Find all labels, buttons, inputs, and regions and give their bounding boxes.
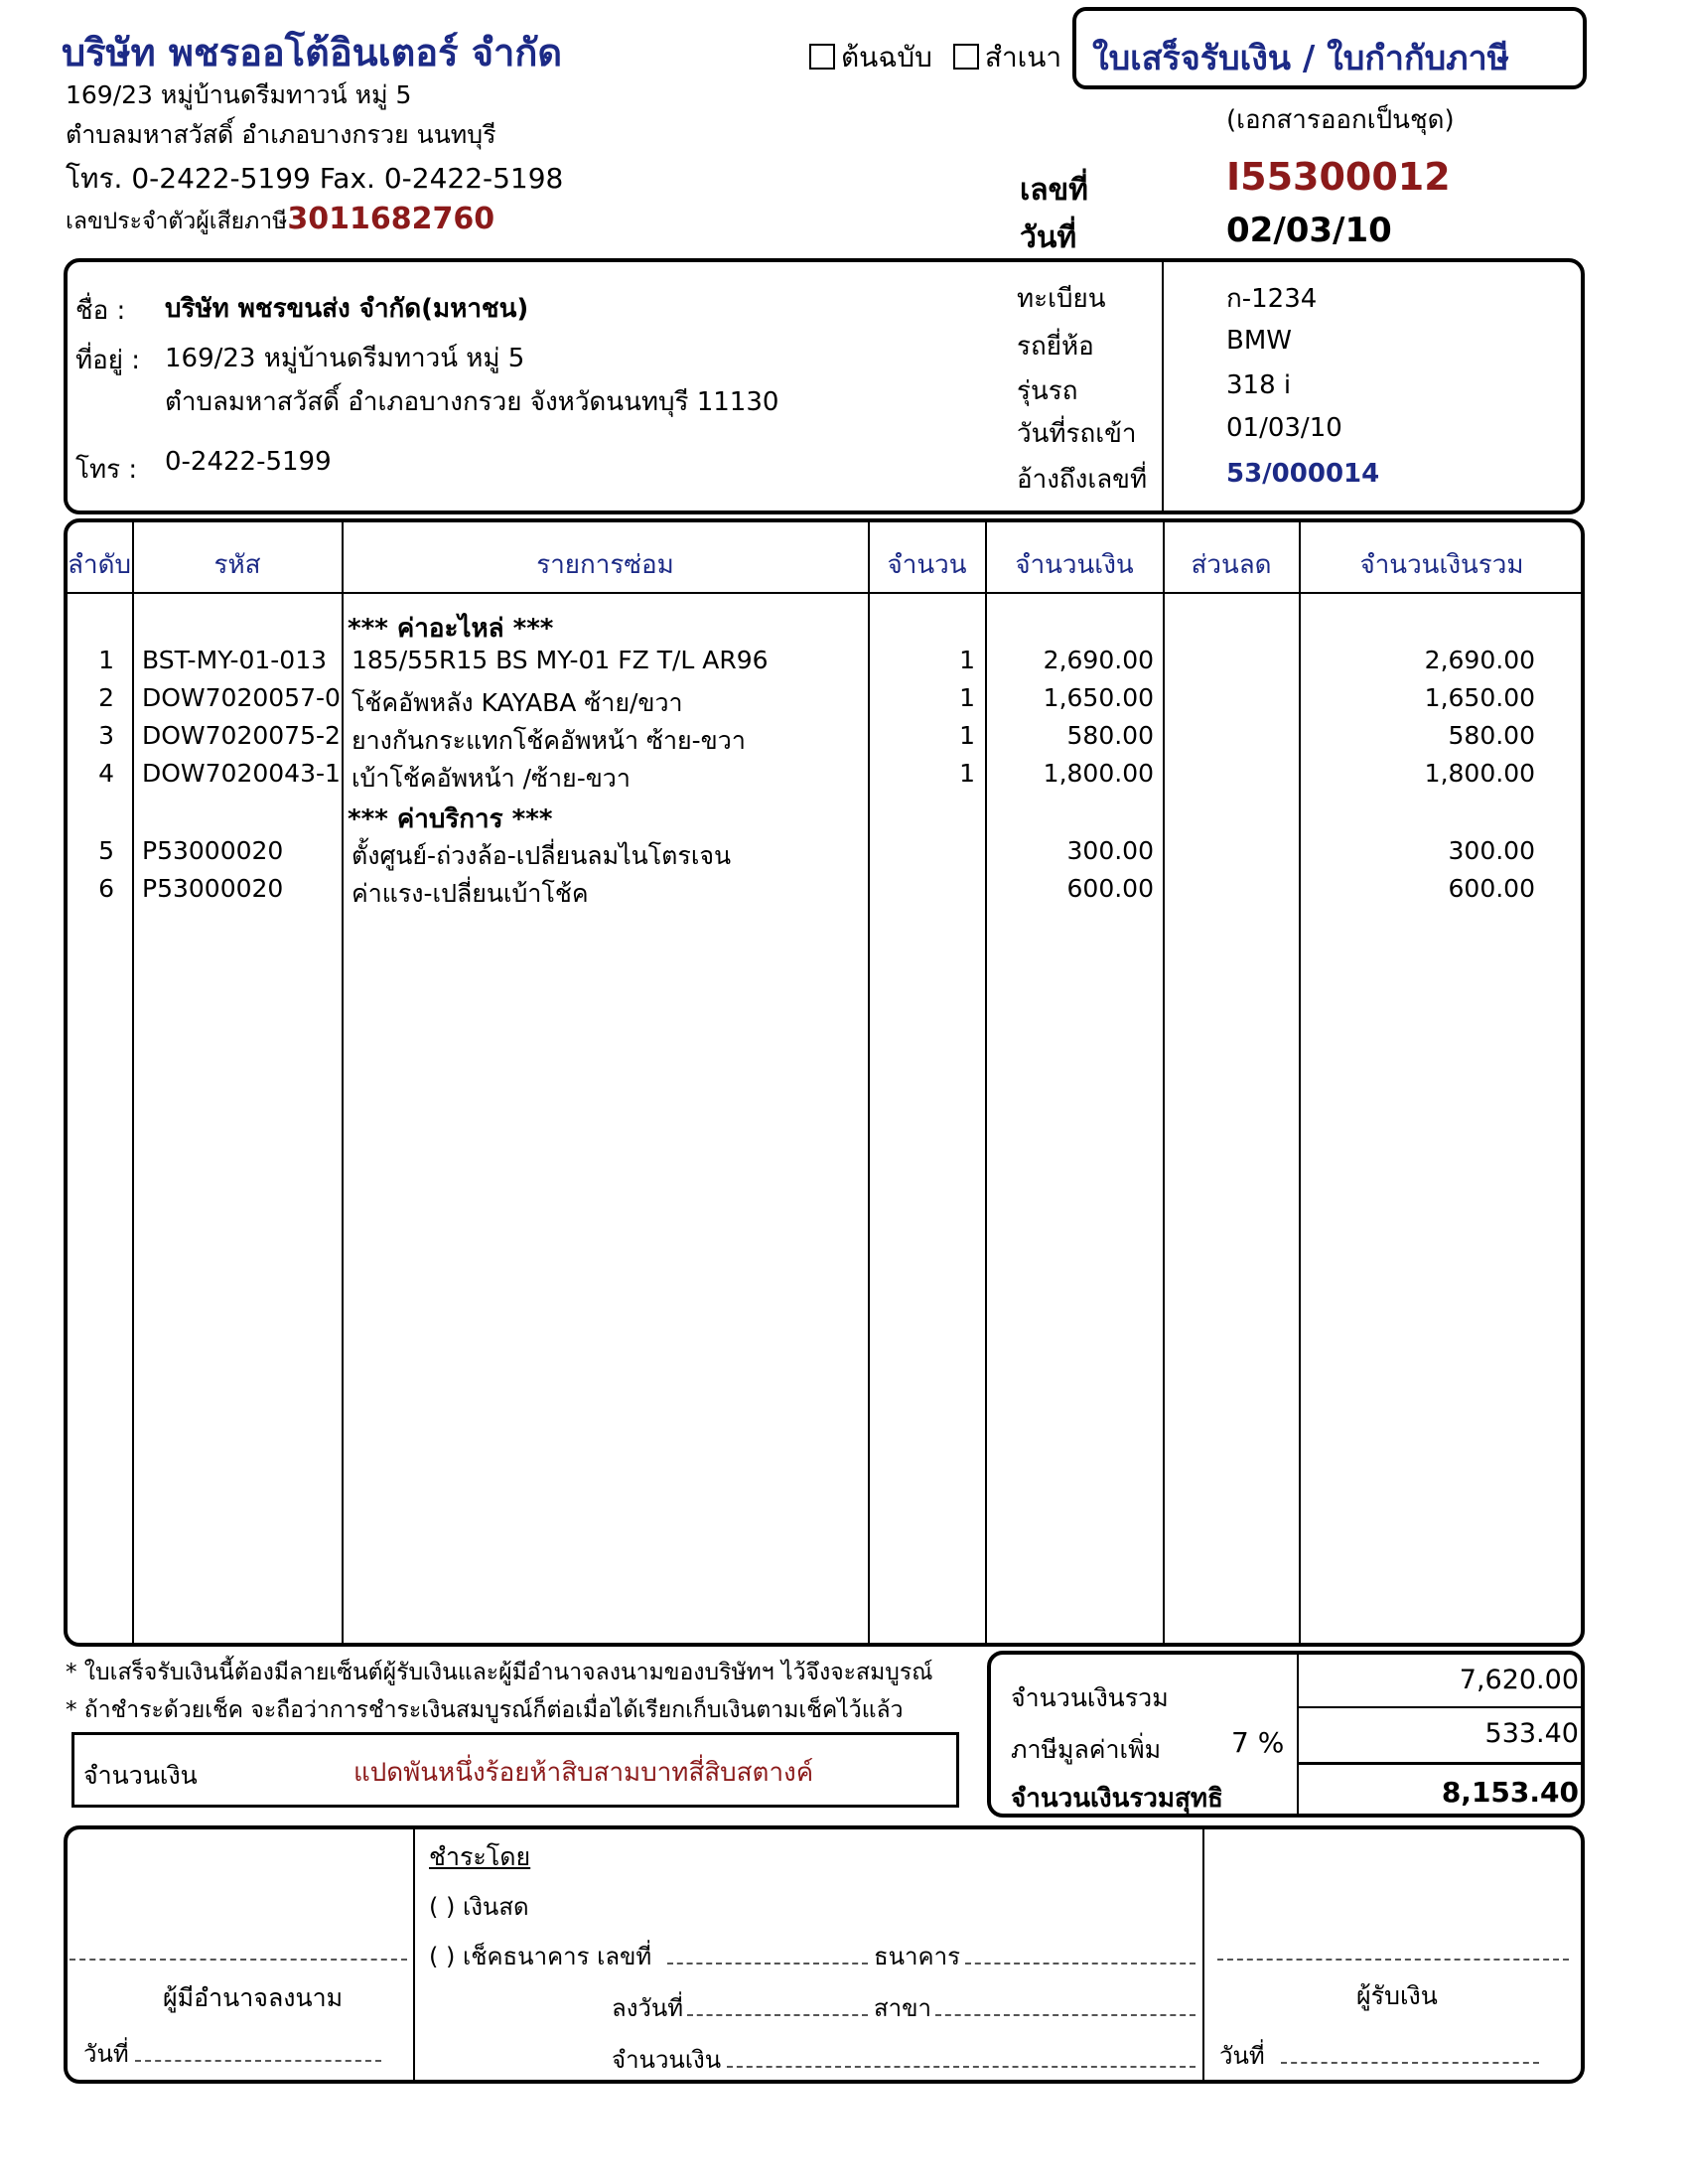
company-name: บริษัท พชรออโต้อินเตอร์ จำกัด xyxy=(62,31,563,74)
row-price: 300.00 xyxy=(1066,836,1154,865)
row-total: 600.00 xyxy=(1448,874,1535,903)
row-code: BST-MY-01-013 xyxy=(142,646,328,674)
row-price: 2,690.00 xyxy=(1043,646,1154,674)
row-qty: 1 xyxy=(959,646,975,674)
net-total-value: 8,153.40 xyxy=(1441,1776,1579,1809)
authorized-date-line xyxy=(135,2060,381,2062)
row-total: 2,690.00 xyxy=(1424,646,1535,674)
receiver-date-label: วันที่ xyxy=(1219,2042,1265,2070)
cheque-amount-line xyxy=(727,2066,1196,2068)
receiver-signature-line xyxy=(1217,1959,1569,1961)
amount-in-words: แปดพันหนึ่งร้อยห้าสิบสามบาทสี่สิบสตางค์ xyxy=(353,1758,814,1788)
bank-label: ธนาคาร xyxy=(874,1943,960,1970)
customer-phone-label: โทร : xyxy=(75,455,138,485)
header-price: จำนวนเงิน xyxy=(1015,550,1134,580)
cheque-date-label: ลงวันที่ xyxy=(612,1994,684,2022)
copy-type-options xyxy=(809,36,1061,79)
document-note: (เอกสารออกเป็นชุด) xyxy=(1226,105,1455,135)
payment-cash-option[interactable]: ( ) เงินสด xyxy=(429,1893,529,1921)
reference-value: 53/000014 xyxy=(1226,459,1380,489)
document-title-box xyxy=(1072,7,1587,89)
date-label: วันที่ xyxy=(1020,220,1077,255)
copy-label: สำเนา xyxy=(984,41,1062,73)
row-code: P53000020 xyxy=(142,836,284,865)
row-description: ค่าแรง-เปลี่ยนเบ้าโช้ค xyxy=(352,879,589,908)
tax-id-label: เลขประจำตัวผู้เสียภาษี xyxy=(66,209,288,234)
row-qty: 1 xyxy=(959,683,975,712)
tax-id-row xyxy=(66,202,494,239)
plate-label: ทะเบียน xyxy=(1017,284,1106,314)
company-address-line1: 169/23 หมู่บ้านดรีมทาวน์ หมู่ 5 xyxy=(66,80,412,109)
subtotal-label: จำนวนเงินรวม xyxy=(1011,1683,1169,1712)
branch-label: สาขา xyxy=(874,1994,932,2022)
row-no: 1 xyxy=(98,646,114,674)
totals-row-line xyxy=(1299,1706,1583,1708)
vat-value: 533.40 xyxy=(1484,1718,1579,1749)
authorized-signature-line xyxy=(70,1959,407,1961)
receiver-label: ผู้รับเงิน xyxy=(1356,1981,1438,2010)
tax-id-value: 3011682760 xyxy=(287,202,495,236)
subtotal-value: 7,620.00 xyxy=(1459,1665,1579,1695)
note-cheque: * ถ้าชำระด้วยเช็ค จะถือว่าการชำระเงินสมบูรณ์ก็ต่อเมื่อได้เรียกเก็บเงินตามเช็คไว้แล้ว xyxy=(66,1697,904,1723)
row-total: 1,650.00 xyxy=(1424,683,1535,712)
customer-address-label: ที่อยู่ : xyxy=(75,346,141,375)
header-description: รายการซ่อม xyxy=(536,550,674,580)
row-total: 300.00 xyxy=(1448,836,1535,865)
note-signature: * ใบเสร็จรับเงินนี้ต้องมีลายเซ็นต์ผู้รับเงินและผู้มีอำนาจลงนามของบริษัทฯ ไว้จึงจะสมบูรณ์ xyxy=(66,1660,933,1685)
date-in-label: วันที่รถเข้า xyxy=(1017,419,1137,449)
vat-rate: 7 % xyxy=(1231,1726,1285,1759)
header-qty: จำนวน xyxy=(887,550,967,580)
signature-box xyxy=(64,1825,1585,2084)
date-in-value: 01/03/10 xyxy=(1226,413,1342,443)
row-description: ตั้งศูนย์-ถ่วงล้อ-เปลี่ยนลมไนโตรเจน xyxy=(352,841,732,870)
customer-box-divider xyxy=(1162,260,1164,512)
vat-label: ภาษีมูลค่าเพิ่ม xyxy=(1011,1735,1162,1764)
model-value: 318 i xyxy=(1226,370,1292,400)
row-price: 600.00 xyxy=(1066,874,1154,903)
totals-row-line xyxy=(1299,1762,1583,1765)
row-total: 1,800.00 xyxy=(1424,759,1535,788)
document-date: 02/03/10 xyxy=(1226,211,1392,250)
col-divider xyxy=(342,520,344,1645)
reference-label: อ้างถึงเลขที่ xyxy=(1017,465,1148,495)
net-total-label: จำนวนเงินรวมสุทธิ xyxy=(1011,1784,1223,1814)
header-discount: ส่วนลด xyxy=(1191,550,1272,580)
payment-method-label: ชำระโดย xyxy=(429,1842,531,1871)
company-phone-fax: โทร. 0-2422-5199 Fax. 0-2422-5198 xyxy=(66,162,564,195)
model-label: รุ่นรถ xyxy=(1017,376,1078,406)
row-description: โช้คอัพหลัง KAYABA ซ้าย/ขวา xyxy=(352,688,683,717)
company-address-line2: ตำบลมหาสวัสดิ์ อำเภอบางกรวย นนทบุรี xyxy=(66,120,496,149)
customer-address-line1: 169/23 หมู่บ้านดรีมทาวน์ หมู่ 5 xyxy=(165,344,525,373)
row-code: DOW7020075-2 xyxy=(142,721,341,750)
row-no: 4 xyxy=(98,759,114,788)
row-description: ยางกันกระแทกโช้คอัพหน้า ซ้าย-ขวา xyxy=(352,726,746,755)
col-divider xyxy=(1299,520,1301,1645)
row-no: 6 xyxy=(98,874,114,903)
col-divider xyxy=(985,520,987,1645)
document-title: ใบเสร็จรับเงิน / ใบกำกับภาษี xyxy=(1092,39,1510,78)
row-qty: 1 xyxy=(959,721,975,750)
amount-in-words-label: จำนวนเงิน xyxy=(83,1761,198,1790)
brand-value: BMW xyxy=(1226,326,1292,356)
signature-divider xyxy=(1202,1827,1204,2082)
customer-name-label: ชื่อ : xyxy=(75,296,126,326)
table-header-divider xyxy=(66,592,1583,594)
branch-line xyxy=(935,2014,1196,2016)
cheque-number-line xyxy=(667,1963,868,1965)
original-label: ต้นฉบับ xyxy=(841,41,932,73)
row-qty: 1 xyxy=(959,759,975,788)
bank-line xyxy=(965,1963,1196,1965)
authorized-date-label: วันที่ xyxy=(83,2040,129,2068)
number-label: เลขที่ xyxy=(1020,173,1088,208)
cheque-date-line xyxy=(687,2014,868,2016)
row-price: 1,800.00 xyxy=(1043,759,1154,788)
row-price: 580.00 xyxy=(1066,721,1154,750)
authorized-label: ผู้มีอำนาจลงนาม xyxy=(163,1983,344,2012)
row-no: 2 xyxy=(98,683,114,712)
row-code: DOW7020057-0 xyxy=(142,683,341,712)
row-code: P53000020 xyxy=(142,874,284,903)
header-code: รหัส xyxy=(213,550,261,580)
document-number: I55300012 xyxy=(1226,155,1451,199)
section-parts: *** ค่าอะไหล่ *** xyxy=(348,614,554,644)
row-description: 185/55R15 BS MY-01 FZ T/L AR96 xyxy=(352,646,769,674)
header-no: ลำดับ xyxy=(68,550,131,580)
brand-label: รถยี่ห้อ xyxy=(1017,332,1094,362)
header-total: จำนวนเงินรวม xyxy=(1359,550,1524,580)
totals-divider xyxy=(1297,1653,1299,1816)
row-code: DOW7020043-1 xyxy=(142,759,341,788)
row-price: 1,650.00 xyxy=(1043,683,1154,712)
payment-cheque-option[interactable]: ( ) เช็คธนาคาร เลขที่ xyxy=(429,1943,652,1970)
cheque-amount-label: จำนวนเงิน xyxy=(612,2046,722,2074)
row-no: 5 xyxy=(98,836,114,865)
col-divider xyxy=(132,520,134,1645)
customer-address-line2: ตำบลมหาสวัสดิ์ อำเภอบางกรวย จังหวัดนนทบุรี 11130 xyxy=(165,387,779,417)
row-no: 3 xyxy=(98,721,114,750)
signature-divider xyxy=(413,1827,415,2082)
original-checkbox[interactable] xyxy=(809,44,835,70)
receiver-date-line xyxy=(1281,2062,1539,2064)
copy-checkbox[interactable] xyxy=(953,44,979,70)
customer-phone: 0-2422-5199 xyxy=(165,447,332,477)
col-divider xyxy=(1163,520,1165,1645)
section-service: *** ค่าบริการ *** xyxy=(348,804,553,834)
row-total: 580.00 xyxy=(1448,721,1535,750)
plate-value: ก-1234 xyxy=(1226,284,1318,314)
customer-name: บริษัท พชรขนส่ง จำกัด(มหาชน) xyxy=(165,294,529,324)
col-divider xyxy=(868,520,870,1645)
row-description: เบ้าโช้คอัพหน้า /ซ้าย-ขวา xyxy=(352,764,631,793)
